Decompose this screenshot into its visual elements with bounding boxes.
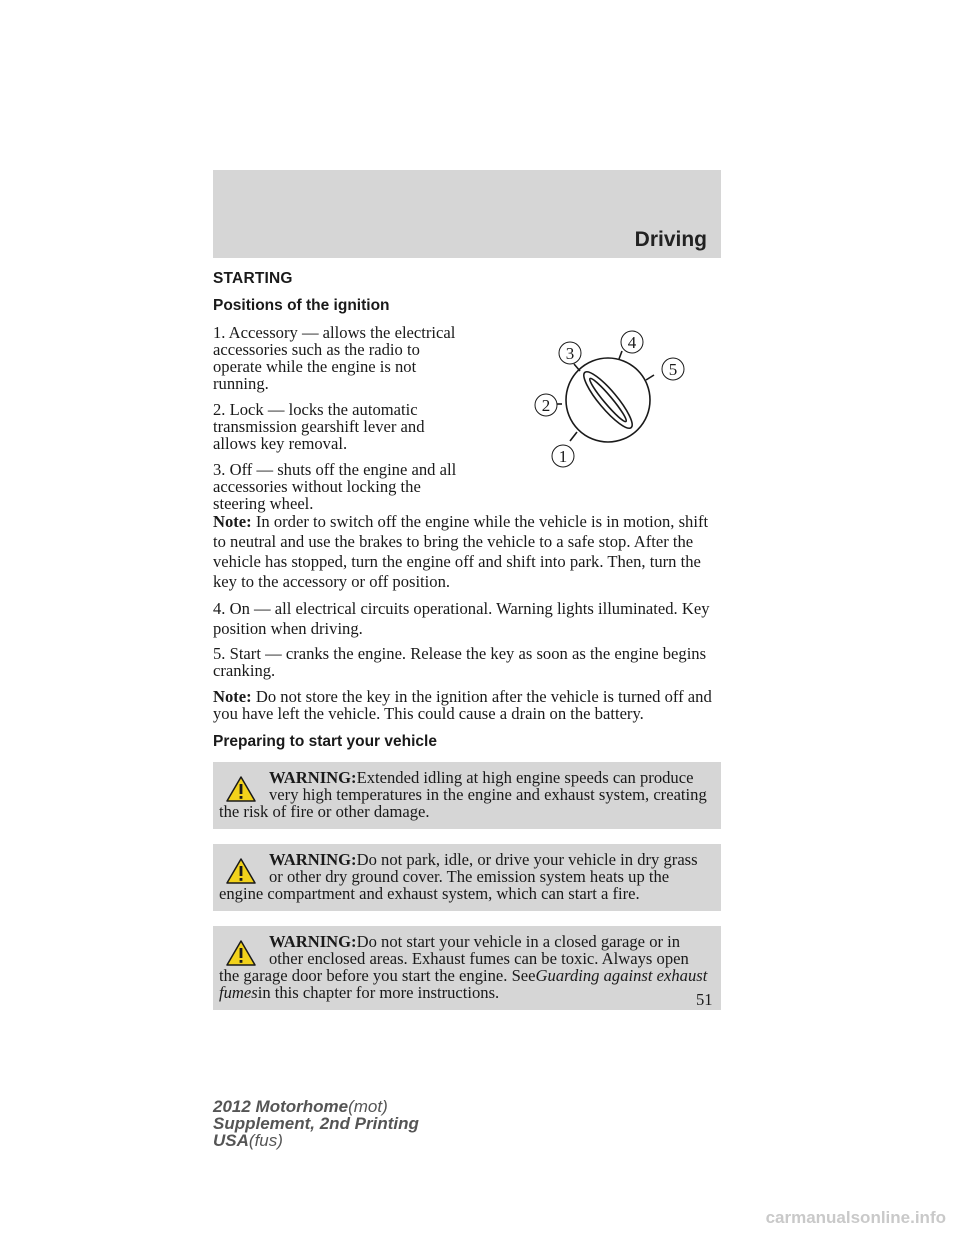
ignition-diagram — [513, 328, 703, 468]
warning-box-idling — [213, 762, 721, 829]
preparing-heading: Preparing to start your vehicle — [213, 733, 437, 750]
footer-market: USA — [213, 1131, 249, 1150]
warning-label: WARNING: — [269, 932, 357, 951]
page-number: 51 — [696, 990, 713, 1009]
label-4: 4 — [627, 333, 637, 352]
warning-text — [219, 851, 711, 902]
tick-3 — [574, 364, 580, 371]
starting-heading: STARTING — [213, 270, 293, 287]
position-3-text: 3. Off — shuts off the engine and all accessories without locking the steering wheel. — [213, 460, 457, 513]
section-title: Driving — [634, 228, 707, 251]
tick-5 — [646, 375, 654, 380]
position-2-lock: 2. Lock — locks the automatic transmission gearshift lever and allows key removal. — [213, 400, 425, 453]
footer-line-3 — [213, 1132, 419, 1149]
ignition-positions-heading: Positions of the ignition — [213, 297, 390, 314]
warning-label: WARNING: — [269, 850, 357, 869]
label-2: 2 — [541, 396, 551, 415]
note-label: Note: — [213, 512, 252, 531]
footer-line-1 — [213, 1098, 419, 1115]
warning-text — [219, 769, 711, 820]
note-label: Note: — [213, 687, 252, 706]
position-3-note-text: In order to switch off the engine while the vehicle is in motion, shift to neutral and use the brakes to bring the vehicle to a safe stop. After the vehicle has stopped, turn the engine off and shift into park. Then, turn the key to the accessory or off position. — [213, 512, 709, 591]
warning-body: Extended idling at high engine speeds can produce very high temperatures in the engine and exhaust system, creating the risk of fire or other damage. — [219, 768, 707, 821]
page-content — [213, 270, 721, 1025]
footer-model-code: (mot) — [348, 1097, 388, 1116]
warning-body: Do not start your vehicle in a closed garage or in other enclosed areas. Exhaust fumes can be toxic. Always open the garage door before you start the engine. See — [219, 932, 689, 985]
footer-line-2: Supplement, 2nd Printing — [213, 1114, 419, 1133]
key-storage-note-text: Do not store the key in the ignition after the vehicle is turned off and you have left the vehicle. This could cause a drain on the battery. — [213, 687, 712, 723]
label-5: 5 — [668, 360, 678, 379]
position-1-accessory: 1. Accessory — allows the electrical accessories such as the radio to operate while the engine is not running. — [213, 323, 456, 393]
warning-body: Do not park, idle, or drive your vehicle in dry grass or other dry ground cover. The emission system heats up the engine compartment and exhaust system, which can start a fire. — [219, 850, 698, 903]
warning-box-dry-grass — [213, 844, 721, 911]
warning-text — [219, 933, 711, 1001]
label-1: 1 — [558, 447, 568, 466]
warning-triangle-icon — [225, 939, 257, 967]
warning-label: WARNING: — [269, 768, 357, 787]
document-footer — [213, 1098, 419, 1149]
position-4-on: 4. On — all electrical circuits operational. Warning lights illuminated. Key position when driving. — [213, 599, 710, 638]
warning-triangle-icon — [225, 857, 257, 885]
footer-model: 2012 Motorhome — [213, 1097, 349, 1116]
warning-body-end: in this chapter for more instructions. — [257, 983, 500, 1002]
key-storage-note — [213, 688, 721, 722]
footer-market-code: (fus) — [248, 1131, 283, 1150]
ignition-lock-icon — [553, 351, 654, 442]
position-3-off — [213, 461, 721, 592]
watermark: carmanualsonline.info — [765, 1208, 946, 1227]
position-3-note — [213, 512, 721, 592]
tick-1 — [570, 432, 577, 441]
label-3: 3 — [565, 344, 575, 363]
warning-triangle-icon — [225, 775, 257, 803]
warning-box-garage — [213, 926, 721, 1010]
section-header-band — [213, 170, 721, 258]
position-5-start: 5. Start — cranks the engine. Release the key as soon as the engine begins cranking. — [213, 644, 707, 680]
cross-reference-link[interactable]: Guarding against exhaust fumes — [219, 966, 708, 1002]
tick-4 — [619, 351, 622, 359]
